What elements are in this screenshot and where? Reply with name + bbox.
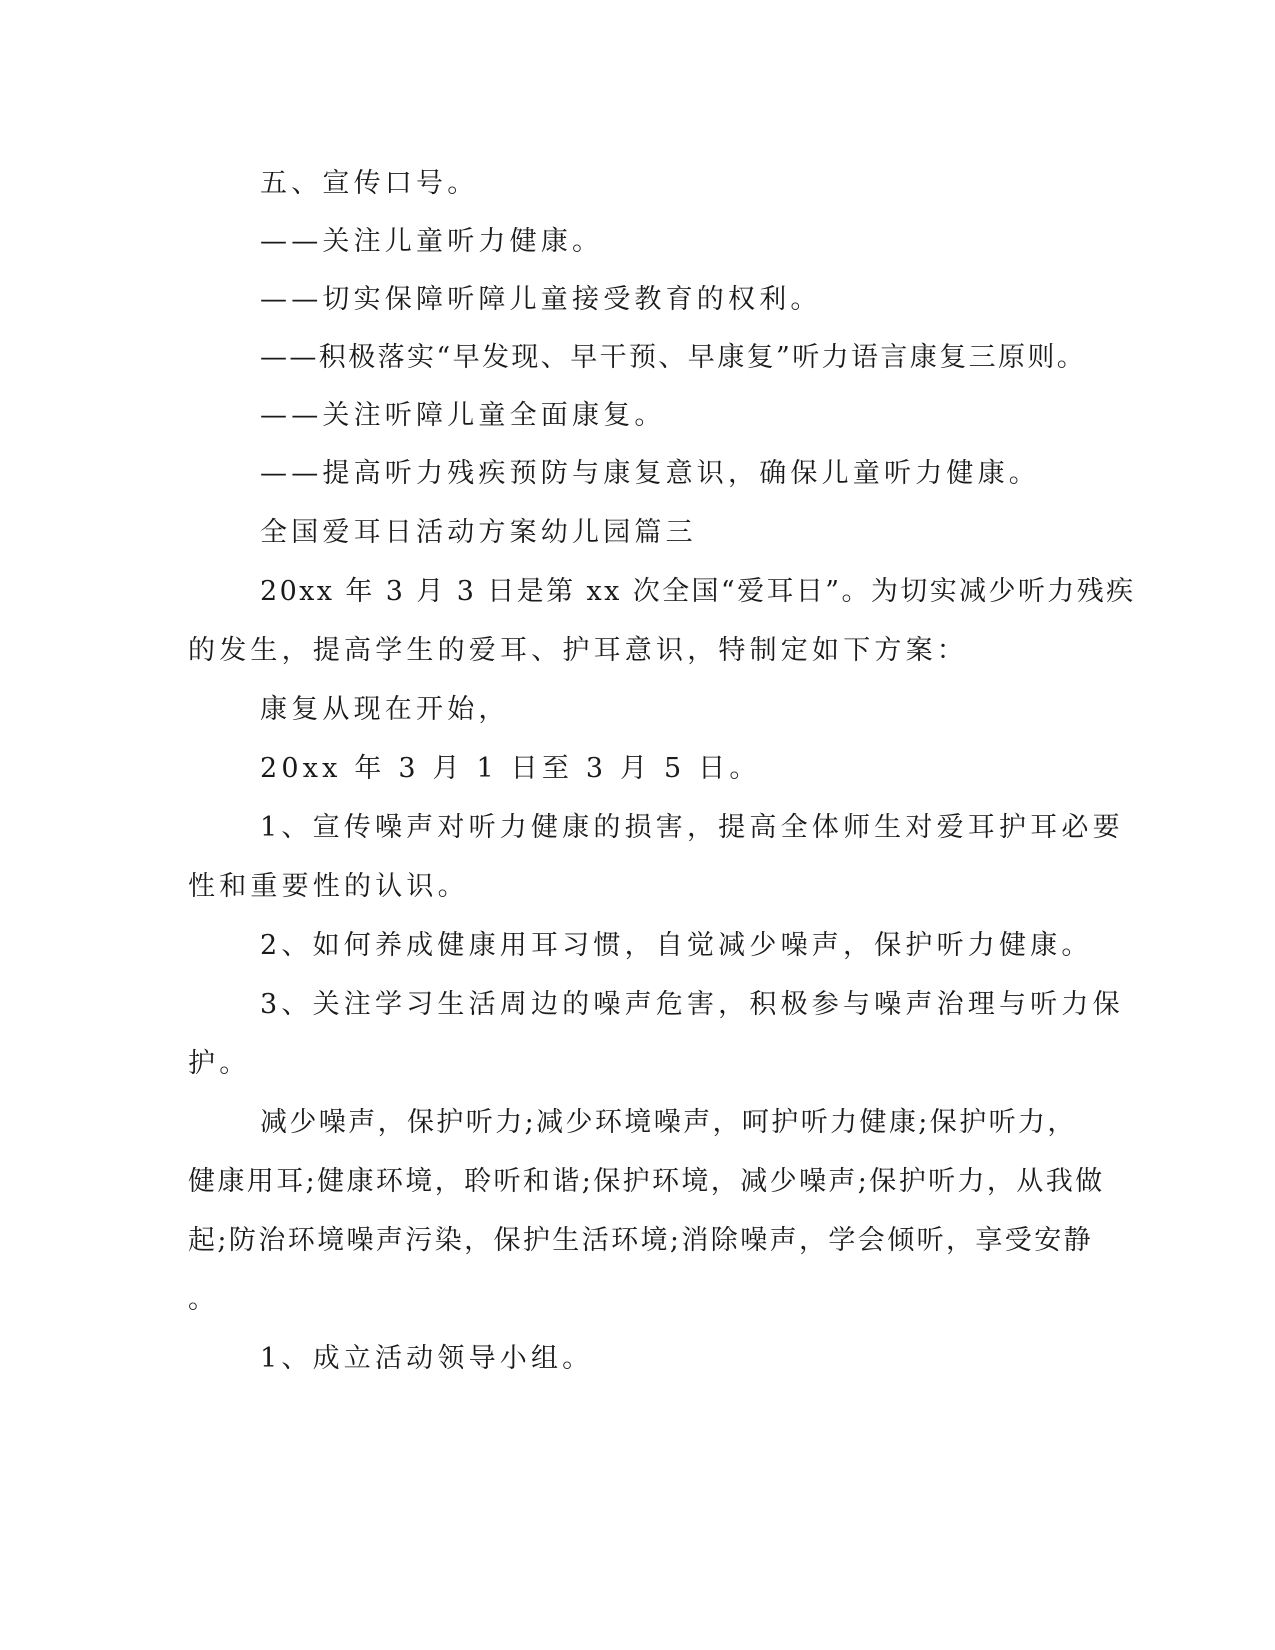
slogan-line: ——关注听障儿童全面康复。	[260, 400, 666, 431]
paragraph-line: 20xx 年 3 月 3 日是第 xx 次全国“爱耳日”。为切实减少听力残疾	[260, 576, 1136, 607]
list-item: 3、关注学习生活周边的噪声危害，积极参与噪声治理与听力保	[260, 989, 1124, 1020]
section-title: 全国爱耳日活动方案幼儿园篇三	[260, 517, 697, 548]
paragraph-line: 起;防治环境噪声污染，保护生活环境;消除噪声，学会倾听，享受安静	[188, 1225, 1093, 1256]
paragraph-line: 健康用耳;健康环境，聆听和谐;保护环境，减少噪声;保护听力，从我做	[188, 1166, 1105, 1197]
date-line: 20xx 年 3 月 1 日至 3 月 5 日。	[260, 753, 761, 784]
slogan-line: ——提高听力残疾预防与康复意识，确保儿童听力健康。	[260, 458, 1040, 489]
list-item-continuation: 护。	[188, 1048, 251, 1079]
paragraph-line: 的发生，提高学生的爱耳、护耳意识，特制定如下方案：	[188, 635, 968, 666]
slogan-line: ——积极落实“早发现、早干预、早康复”听力语言康复三原则。	[260, 342, 1087, 373]
paragraph-line: 康复从现在开始，	[260, 694, 510, 725]
list-item-continuation: 性和重要性的认识。	[188, 871, 469, 902]
section-heading-slogans: 五、宣传口号。	[260, 168, 479, 199]
paragraph-line: 减少噪声，保护听力;减少环境噪声，呵护听力健康;保护听力，	[260, 1107, 1077, 1138]
paragraph-line: 。	[188, 1284, 220, 1315]
list-item: 1、成立活动领导小组。	[260, 1343, 594, 1374]
list-item: 2、如何养成健康用耳习惯，自觉减少噪声，保护听力健康。	[260, 930, 1093, 961]
slogan-line: ——关注儿童听力健康。	[260, 226, 604, 257]
list-item: 1、宣传噪声对听力健康的损害，提高全体师生对爱耳护耳必要	[260, 812, 1124, 843]
slogan-line: ——切实保障听障儿童接受教育的权利。	[260, 284, 822, 315]
